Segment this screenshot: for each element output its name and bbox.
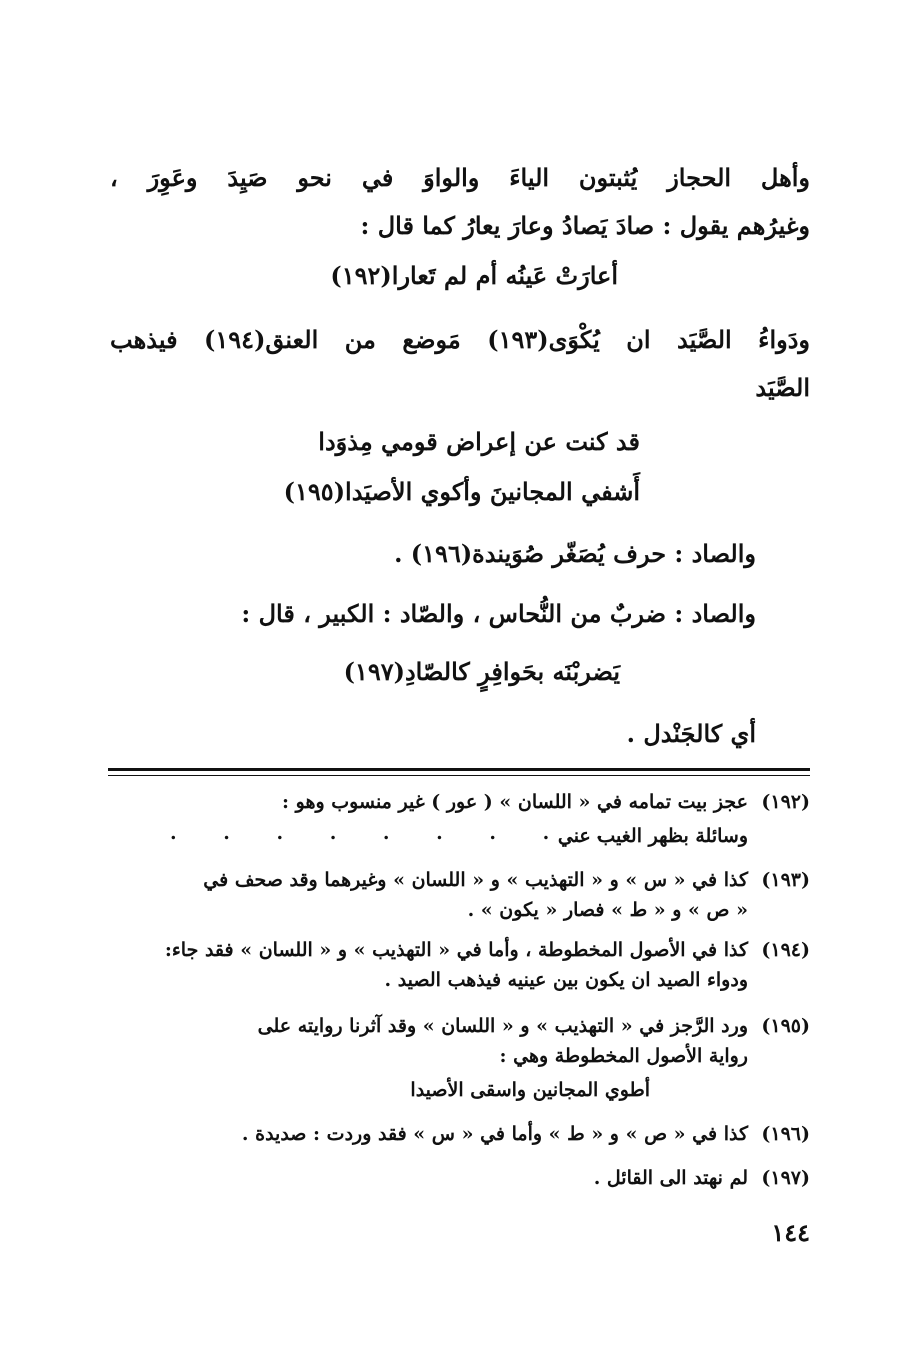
- footnote-192: [108, 788, 810, 817]
- footnote-number: (١٩٦): [761, 1123, 810, 1145]
- footnote-text: كذا في « س » و « التهذيب » و « اللسان » وغيرهما وقد صحف في: [203, 869, 748, 891]
- footnote-195: [108, 1012, 810, 1041]
- footnote-196: [108, 1120, 810, 1149]
- footnote-192-verse: وسائلة بظهر الغيب عني: [557, 825, 748, 847]
- body-line-3: ودَواءُ الصَّيَد ان يُكْوَى(١٩٣) مَوضع من العنق(١٩٤) فيذهب: [110, 325, 810, 354]
- footnote-text: كذا في « ص » و « ط » وأما في « س » فقد وردت : صديدة .: [241, 1123, 748, 1145]
- verse-192: أعارَتْ عَينُه أم لم تَعارا(١٩٢): [330, 261, 618, 290]
- footnote-text: كذا في الأصول المخطوطة ، وأما في « التهذيب » و « اللسان » فقد جاء:: [164, 939, 748, 961]
- footnote-195-cont: رواية الأصول المخطوطة وهي :: [499, 1045, 748, 1067]
- verse-195-second: أَشفي المجانينَ وأكوي الأصيَدا(١٩٥): [283, 477, 640, 506]
- body-line-7: أي كالجَنْدل .: [626, 719, 756, 748]
- verse-197: يَضربْنَه بحَوافِرٍ كالصّادِ(١٩٧): [343, 657, 620, 686]
- footnote-number: (١٩٧): [761, 1167, 810, 1189]
- page-number: ١٤٤: [771, 1218, 810, 1247]
- footnote-193: [108, 866, 810, 895]
- footnote-192-ellipsis: . . . . . . . . .: [170, 822, 623, 844]
- footnote-number: (١٩٣): [761, 869, 810, 891]
- footnote-divider: [108, 768, 810, 771]
- footnote-193-cont: « ص » و « ط » فصار « يكون » .: [467, 899, 748, 921]
- body-line-4: الصَّيَد: [755, 373, 810, 402]
- footnote-195-verse: أطوي المجانين واسقى الأصيدا: [410, 1079, 650, 1101]
- footnote-194: [108, 936, 810, 965]
- footnote-194-cont: ودواء الصيد ان يكون بين عينيه فيذهب الصيد .: [384, 969, 748, 991]
- footnote-divider-thin: [108, 775, 810, 776]
- body-line-5: والصاد : حرف يُصَغّر صُوَيندة(١٩٦) .: [394, 539, 756, 568]
- footnote-number: (١٩٥): [761, 1015, 810, 1037]
- footnote-text: ورد الرَّجز في « التهذيب » و « اللسان » وقد آثرنا روايته على: [257, 1015, 748, 1037]
- body-line-1: وأهل الحجاز يُثبتون الياءَ والواوَ في نحو صَيِدَ وعَوِرَ ،: [110, 163, 810, 192]
- footnote-text: عجز بيت تمامه في « اللسان » ( عور ) غير منسوب وهو :: [282, 791, 748, 813]
- body-line-2: وغيرُهم يقول : صادَ يَصادُ وعارَ يعارُ كما قال :: [360, 211, 810, 240]
- footnote-number: (١٩٤): [761, 939, 810, 961]
- body-line-6: والصاد : ضربٌ من النُّحاس ، والصّاد : الكبير ، قال :: [241, 599, 756, 628]
- footnote-text: لم نهتد الى القائل .: [593, 1167, 748, 1189]
- footnote-197: [108, 1164, 810, 1193]
- footnote-number: (١٩٢): [761, 791, 810, 813]
- verse-195-first: قد كنت عن إعراض قومي مِذوَدا: [318, 427, 640, 456]
